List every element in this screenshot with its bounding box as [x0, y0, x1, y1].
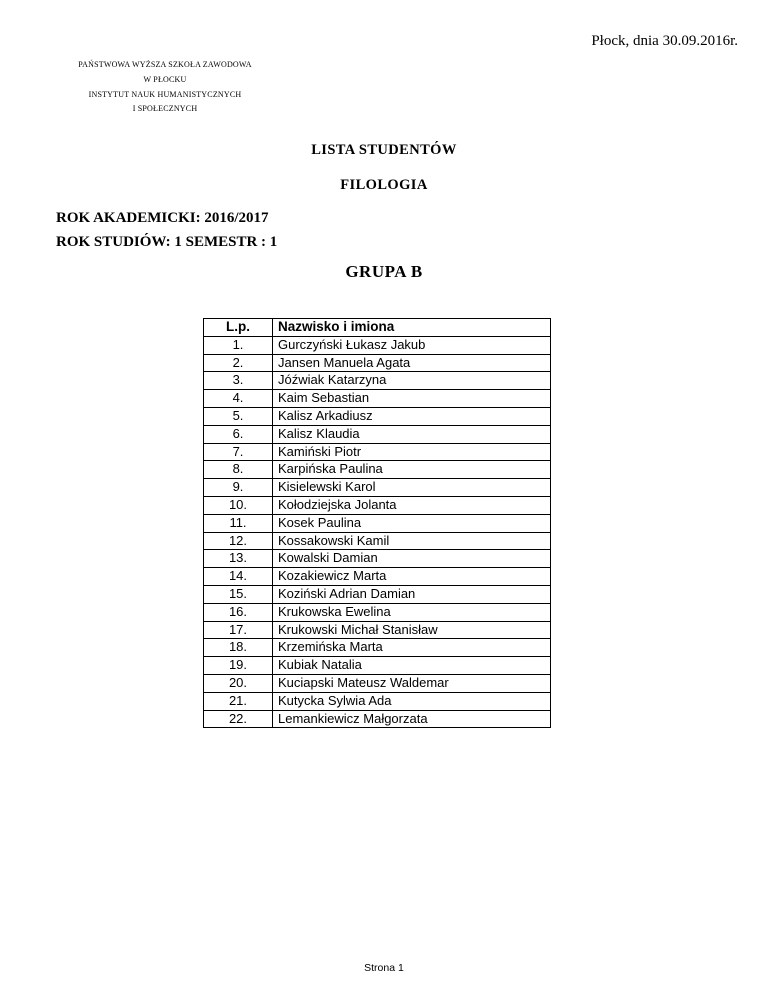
row-student-name: Jansen Manuela Agata	[273, 354, 551, 372]
row-index: 2.	[204, 354, 273, 372]
table-row	[204, 354, 551, 372]
page-footer: Strona 1	[364, 962, 404, 974]
table-row	[204, 674, 551, 692]
row-index: 14.	[204, 568, 273, 586]
row-index: 17.	[204, 621, 273, 639]
table-row	[204, 621, 551, 639]
row-index: 15.	[204, 585, 273, 603]
row-student-name: Krzemińska Marta	[273, 639, 551, 657]
row-index: 20.	[204, 674, 273, 692]
page-title: LISTA STUDENTÓW	[311, 142, 457, 158]
row-index: 22.	[204, 710, 273, 728]
table-row	[204, 532, 551, 550]
header-no: L.p.	[204, 319, 273, 337]
row-student-name: Kowalski Damian	[273, 550, 551, 568]
institution-line-2: W PŁOCKU	[143, 74, 187, 84]
academic-year-line: ROK AKADEMICKI: 2016/2017	[56, 210, 269, 226]
table-row	[204, 603, 551, 621]
table-row	[204, 550, 551, 568]
row-student-name: Jóźwiak Katarzyna	[273, 372, 551, 390]
students-table-head	[204, 319, 551, 337]
institution-line-4: I SPOŁECZNYCH	[132, 104, 198, 114]
row-student-name: Kołodziejska Jolanta	[273, 496, 551, 514]
row-index: 13.	[204, 550, 273, 568]
row-student-name: Kosek Paulina	[273, 514, 551, 532]
row-index: 4.	[204, 390, 273, 408]
document-date: Płock, dnia 30.09.2016r.	[591, 33, 738, 49]
row-index: 12.	[204, 532, 273, 550]
institution-line-1: PAŃSTWOWA WYŻSZA SZKOŁA ZAWODOWA	[78, 60, 252, 69]
table-row	[204, 443, 551, 461]
row-index: 9.	[204, 479, 273, 497]
study-year-line: ROK STUDIÓW: 1 SEMESTR : 1	[56, 234, 278, 251]
table-row	[204, 336, 551, 354]
table-row	[204, 514, 551, 532]
row-student-name: Kalisz Klaudia	[273, 425, 551, 443]
table-row	[204, 479, 551, 497]
row-index: 7.	[204, 443, 273, 461]
table-row	[204, 585, 551, 603]
row-student-name: Karpińska Paulina	[273, 461, 551, 479]
row-student-name: Kisielewski Karol	[273, 479, 551, 497]
group-heading: GRUPA B	[345, 262, 423, 281]
students-table-wrapper	[203, 318, 551, 728]
row-index: 10.	[204, 496, 273, 514]
row-student-name: Kaim Sebastian	[273, 390, 551, 408]
row-student-name: Lemankiewicz Małgorzata	[273, 710, 551, 728]
title-block	[0, 142, 768, 194]
row-index: 3.	[204, 372, 273, 390]
row-student-name: Krukowska Ewelina	[273, 603, 551, 621]
row-student-name: Kutycka Sylwia Ada	[273, 692, 551, 710]
row-index: 11.	[204, 514, 273, 532]
table-row	[204, 692, 551, 710]
table-row	[204, 390, 551, 408]
row-index: 16.	[204, 603, 273, 621]
row-student-name: Koziński Adrian Damian	[273, 585, 551, 603]
row-index: 18.	[204, 639, 273, 657]
institution-block	[45, 58, 285, 117]
table-row	[204, 710, 551, 728]
row-index: 1.	[204, 336, 273, 354]
academic-meta	[56, 206, 277, 255]
header-name: Nazwisko i imiona	[273, 319, 551, 337]
row-student-name: Kozakiewicz Marta	[273, 568, 551, 586]
row-student-name: Kamiński Piotr	[273, 443, 551, 461]
table-row	[204, 639, 551, 657]
row-student-name: Kossakowski Kamil	[273, 532, 551, 550]
table-row	[204, 657, 551, 675]
table-row	[204, 425, 551, 443]
row-index: 21.	[204, 692, 273, 710]
row-student-name: Kubiak Natalia	[273, 657, 551, 675]
row-index: 5.	[204, 407, 273, 425]
table-header-row	[204, 319, 551, 337]
table-row	[204, 496, 551, 514]
page-subtitle: FILOLOGIA	[340, 177, 428, 193]
row-index: 6.	[204, 425, 273, 443]
table-row	[204, 372, 551, 390]
row-index: 19.	[204, 657, 273, 675]
row-index: 8.	[204, 461, 273, 479]
row-student-name: Kuciapski Mateusz Waldemar	[273, 674, 551, 692]
table-row	[204, 568, 551, 586]
row-student-name: Gurczyński Łukasz Jakub	[273, 336, 551, 354]
table-row	[204, 407, 551, 425]
table-row	[204, 461, 551, 479]
row-student-name: Krukowski Michał Stanisław	[273, 621, 551, 639]
institution-line-3: INSTYTUT NAUK HUMANISTYCZNYCH	[88, 89, 242, 99]
students-table-body	[204, 336, 551, 728]
students-table	[203, 318, 551, 728]
row-student-name: Kalisz Arkadiusz	[273, 407, 551, 425]
